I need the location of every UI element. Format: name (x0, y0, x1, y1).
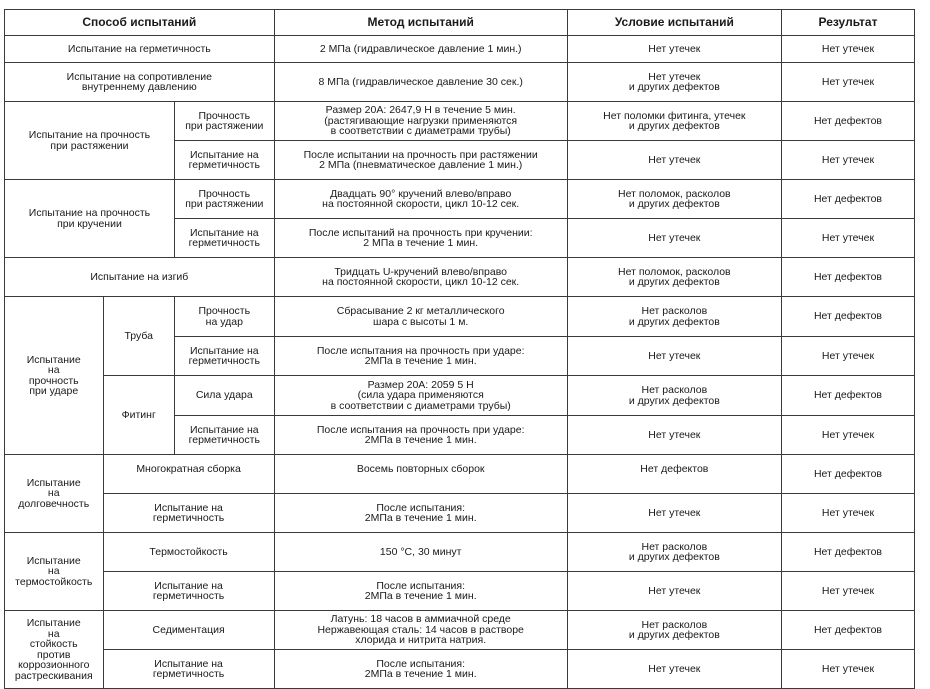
result-cell: Нет утечек (781, 494, 914, 533)
condition-cell: Нет утечек (567, 337, 781, 376)
table-row (5, 494, 915, 533)
table-row (5, 376, 915, 416)
test-group-cell: Испытание на долговечность (5, 455, 104, 533)
condition-cell: Нет утечек (567, 494, 781, 533)
procedure-cell: После испытаний на прочность при кручении: 2 МПа в течение 1 мин. (274, 219, 567, 258)
result-cell: Нет утечек (781, 63, 914, 102)
table-row (5, 572, 915, 611)
condition-cell: Нет утечек (567, 416, 781, 455)
sub-test-cell: Термостойкость (103, 533, 274, 572)
procedure-cell: После испытании на прочность при растяжении 2 МПа (пневматическое давление 1 мин.) (274, 141, 567, 180)
sub-test-cell: Прочность на удар (174, 297, 274, 337)
procedure-cell: 150 °С, 30 минут (274, 533, 567, 572)
procedure-cell: 2 МПа (гидравлическое давление 1 мин.) (274, 36, 567, 63)
sub-test-cell: Испытание на герметичность (103, 572, 274, 611)
result-cell: Нет утечек (781, 650, 914, 689)
procedure-cell: Двадцать 90° кручений влево/вправо на постоянной скорости, цикл 10-12 сек. (274, 180, 567, 219)
result-cell: Нет дефектов (781, 376, 914, 416)
sub-test-cell: Сила удара (174, 376, 274, 416)
sample-type-cell: Труба (103, 297, 174, 376)
procedure-cell: Латунь: 18 часов в аммиачной среде Нержавеющая сталь: 14 часов в растворе хлорида и нитрита натрия. (274, 611, 567, 650)
condition-cell: Нет расколов и других дефектов (567, 611, 781, 650)
procedure-cell: 8 МПа (гидравлическое давление 30 сек.) (274, 63, 567, 102)
result-cell: Нет утечек (781, 416, 914, 455)
header-condition: Условие испытаний (567, 10, 781, 36)
result-cell: Нет дефектов (781, 102, 914, 141)
result-cell: Нет дефектов (781, 297, 914, 337)
table-row (5, 650, 915, 689)
header-method: Способ испытаний (5, 10, 275, 36)
condition-cell: Нет дефектов (567, 455, 781, 494)
result-cell: Нет дефектов (781, 533, 914, 572)
procedure-cell: Сбрасывание 2 кг металлического шара с высоты 1 м. (274, 297, 567, 337)
test-name-cell: Испытание на герметичность (5, 36, 275, 63)
table-row (5, 180, 915, 219)
table-row (5, 611, 915, 650)
test-group-cell: Испытание на прочность при ударе (5, 297, 104, 455)
table-row (5, 297, 915, 337)
test-methods-table (4, 9, 915, 689)
condition-cell: Нет утечек (567, 219, 781, 258)
result-cell: Нет утечек (781, 337, 914, 376)
result-cell: Нет утечек (781, 141, 914, 180)
table-row (5, 258, 915, 297)
sub-test-cell: Испытание на герметичность (174, 337, 274, 376)
procedure-cell: Размер 20А: 2647,9 Н в течение 5 мин. (растягивающие нагрузки применяются в соответствии с диаметрами трубы) (274, 102, 567, 141)
header-result: Результат (781, 10, 914, 36)
header-procedure: Метод испытаний (274, 10, 567, 36)
result-cell: Нет дефектов (781, 455, 914, 494)
sub-test-cell: Седиментация (103, 611, 274, 650)
test-group-cell: Испытание на прочность при кручении (5, 180, 175, 258)
test-name-cell: Испытание на изгиб (5, 258, 275, 297)
sub-test-cell: Испытание на герметичность (174, 141, 274, 180)
table-row (5, 63, 915, 102)
result-cell: Нет дефектов (781, 180, 914, 219)
condition-cell: Нет поломок, расколов и других дефектов (567, 180, 781, 219)
condition-cell: Нет расколов и других дефектов (567, 297, 781, 337)
test-name-cell: Испытание на сопротивление внутреннему давлению (5, 63, 275, 102)
condition-cell: Нет утечек (567, 650, 781, 689)
condition-cell: Нет поломки фитинга, утечек и других дефектов (567, 102, 781, 141)
sub-test-cell: Испытание на герметичность (103, 650, 274, 689)
sub-test-cell: Прочность при растяжении (174, 102, 274, 141)
condition-cell: Нет утечек (567, 572, 781, 611)
sub-test-cell: Испытание на герметичность (174, 416, 274, 455)
procedure-cell: Размер 20А: 2059 5 Н (сила удара применяются в соответствии с диаметрами трубы) (274, 376, 567, 416)
procedure-cell: Восемь повторных сборок (274, 455, 567, 494)
procedure-cell: После испытания на прочность при ударе: 2МПа в течение 1 мин. (274, 337, 567, 376)
sub-test-cell: Многократная сборка (103, 455, 274, 494)
test-group-cell: Испытание на прочность при растяжении (5, 102, 175, 180)
header-row (5, 10, 915, 36)
result-cell: Нет утечек (781, 572, 914, 611)
procedure-cell: После испытания на прочность при ударе: 2МПа в течение 1 мин. (274, 416, 567, 455)
result-cell: Нет дефектов (781, 258, 914, 297)
test-group-cell: Испытание на термостойкость (5, 533, 104, 611)
sub-test-cell: Испытание на герметичность (174, 219, 274, 258)
condition-cell: Нет расколов и других дефектов (567, 533, 781, 572)
test-group-cell: Испытание на стойкость против коррозионного растрескивания (5, 611, 104, 689)
condition-cell: Нет утечек (567, 36, 781, 63)
result-cell: Нет утечек (781, 36, 914, 63)
condition-cell: Нет расколов и других дефектов (567, 376, 781, 416)
procedure-cell: Тридцать U-кручений влево/вправо на постоянной скорости, цикл 10-12 сек. (274, 258, 567, 297)
test-methods-table-container (4, 9, 915, 687)
procedure-cell: После испытания: 2МПа в течение 1 мин. (274, 650, 567, 689)
table-row (5, 533, 915, 572)
table-row (5, 102, 915, 141)
procedure-cell: После испытания: 2МПа в течение 1 мин. (274, 572, 567, 611)
condition-cell: Нет поломок, расколов и других дефектов (567, 258, 781, 297)
sub-test-cell: Испытание на герметичность (103, 494, 274, 533)
result-cell: Нет дефектов (781, 611, 914, 650)
table-row (5, 36, 915, 63)
condition-cell: Нет утечек и других дефектов (567, 63, 781, 102)
procedure-cell: После испытания: 2МПа в течение 1 мин. (274, 494, 567, 533)
sample-type-cell: Фитинг (103, 376, 174, 455)
sub-test-cell: Прочность при растяжении (174, 180, 274, 219)
result-cell: Нет утечек (781, 219, 914, 258)
table-row (5, 455, 915, 494)
condition-cell: Нет утечек (567, 141, 781, 180)
